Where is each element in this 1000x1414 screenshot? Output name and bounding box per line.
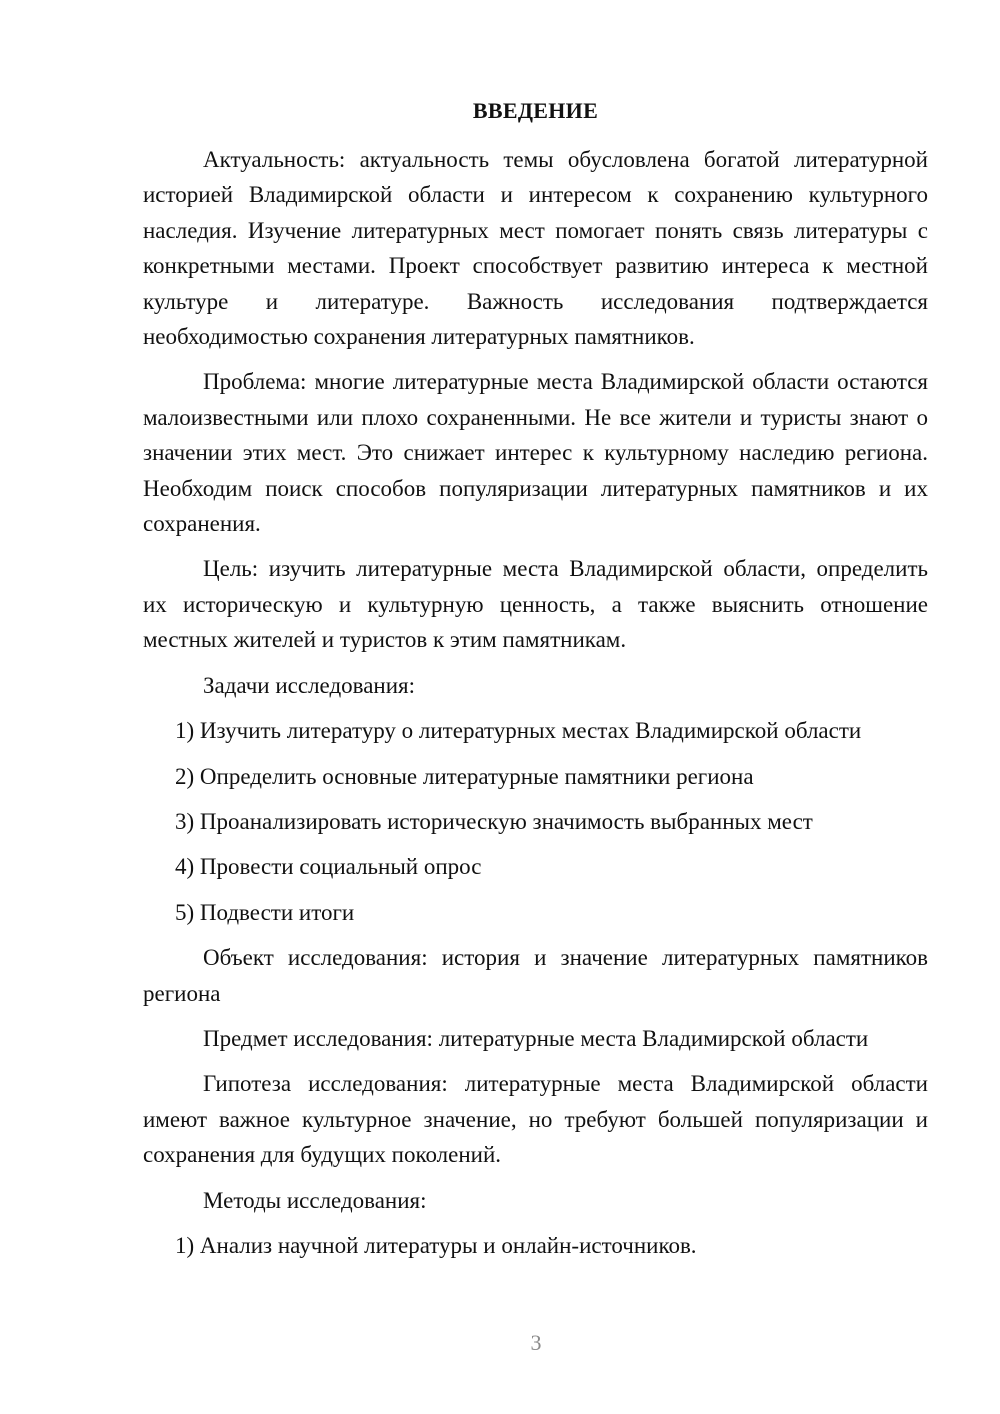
method-item: 1) Анализ научной литературы и онлайн-источников. bbox=[175, 1232, 697, 1258]
task-item: 2) Определить основные литературные памятники региона bbox=[175, 763, 754, 789]
task-item: 3) Проанализировать историческую значимость выбранных мест bbox=[175, 808, 813, 834]
page-number: 3 bbox=[530, 1330, 542, 1355]
goal-paragraph: Цель: изучить литературные места Владимирской области, определить их историческую и культурную ценность, а также выяснить отношение местных жителей и туристов к этим памятникам. bbox=[143, 556, 928, 653]
page-title: ВВЕДЕНИЕ bbox=[472, 98, 599, 123]
relevance-paragraph: Актуальность: актуальность темы обусловлена богатой литературной историей Владимирской области и интересом к сохранению культурного наследия. Изучение литературных мест помогает понять связь литературы с конкретными местами. Проект способствует развитию интереса к местной культуре и литературе. Важность исследования подтверждается необходимостью сохранения литературных памятников. bbox=[143, 147, 928, 350]
object-paragraph: Объект исследования: история и значение литературных памятников региона bbox=[143, 945, 928, 1006]
task-item: 4) Провести социальный опрос bbox=[175, 854, 482, 880]
problem-paragraph: Проблема: многие литературные места Владимирской области остаются малоизвестными или плохо сохраненными. Не все жители и туристы знают о значении этих мест. Это снижает интерес к культурному наследию региона. Необходим поиск способов популяризации литературных памятников и их сохранения. bbox=[143, 369, 928, 537]
hypothesis-paragraph: Гипотеза исследования: литературные места Владимирской области имеют важное культурное значение, но требуют большей популяризации и сохранения для будущих поколений. bbox=[143, 1071, 928, 1168]
subject-paragraph: Предмет исследования: литературные места Владимирской области bbox=[203, 1025, 869, 1051]
task-item: 1) Изучить литературу о литературных местах Владимирской области bbox=[175, 718, 862, 744]
methods-heading: Методы исследования: bbox=[203, 1187, 427, 1213]
document-body bbox=[143, 142, 928, 1273]
tasks-heading: Задачи исследования: bbox=[203, 672, 416, 698]
task-item: 5) Подвести итоги bbox=[175, 899, 355, 925]
